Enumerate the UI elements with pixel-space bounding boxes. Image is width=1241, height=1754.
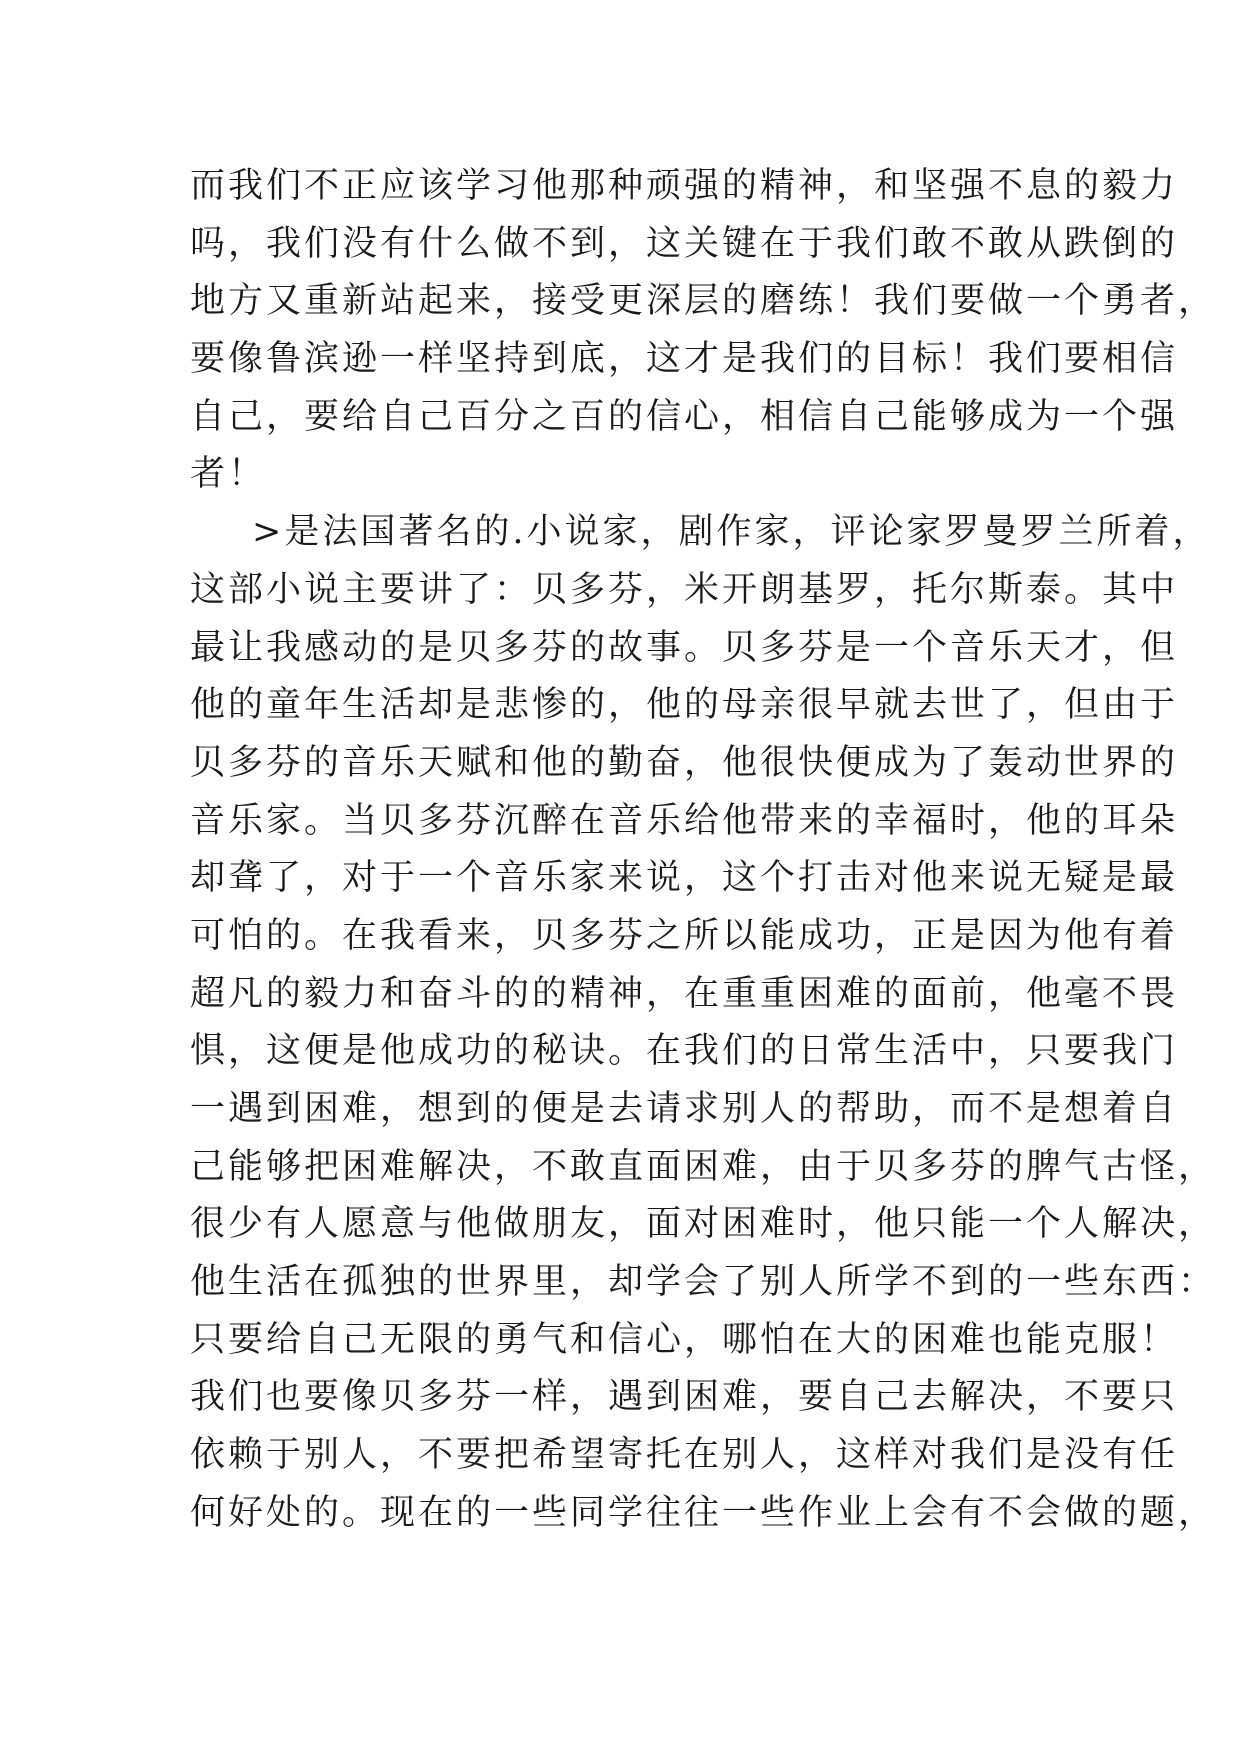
body-text xyxy=(190,158,1217,1543)
text-line: 地方又重新站起来，接受更深层的磨练！我们要做一个勇者， xyxy=(190,281,1217,322)
text-line: 音乐家。当贝多芬沉醉在音乐给他带来的幸福时，他的耳朵 xyxy=(190,800,1179,841)
text-line: 吗，我们没有什么做不到，这关键在于我们敢不敢从跌倒的 xyxy=(190,223,1179,264)
text-line: 可怕的。在我看来，贝多芬之所以能成功，正是因为他有着 xyxy=(190,915,1179,956)
text-line: 很少有人愿意与他做朋友，面对困难时，他只能一个人解决， xyxy=(190,1204,1217,1245)
text-line: 贝多芬的音乐天赋和他的勤奋，他很快便成为了轰动世界的 xyxy=(190,742,1179,783)
text-line: 他的童年生活却是悲惨的，他的母亲很早就去世了，但由于 xyxy=(190,685,1179,726)
text-line: 却聋了，对于一个音乐家来说，这个打击对他来说无疑是最 xyxy=(190,858,1179,899)
text-line: 他生活在孤独的世界里，却学会了别人所学不到的一些东西： xyxy=(190,1262,1217,1303)
text-line: 而我们不正应该学习他那种顽强的精神，和坚强不息的毅力 xyxy=(190,166,1179,206)
text-line: 者！ xyxy=(190,454,267,495)
text-line: 惧，这便是他成功的秘诀。在我们的日常生活中，只要我门 xyxy=(190,1031,1179,1072)
text-line: 己能够把困难解决，不敢直面困难，由于贝多芬的脾气古怪， xyxy=(190,1146,1217,1187)
text-line: 一遇到困难，想到的便是去请求别人的帮助，而不是想着自 xyxy=(190,1089,1179,1129)
text-line: 我们也要像贝多芬一样，遇到困难，要自己去解决，不要只 xyxy=(190,1377,1179,1418)
text-line: 超凡的毅力和奋斗的的精神，在重重困难的面前，他毫不畏 xyxy=(190,973,1179,1014)
text-line: 最让我感动的是贝多芬的故事。贝多芬是一个音乐天才，但 xyxy=(190,627,1179,668)
text-line: 依赖于别人，不要把希望寄托在别人，这样对我们是没有任 xyxy=(190,1435,1179,1476)
text-line: 何好处的。现在的一些同学往往一些作业上会有不会做的题， xyxy=(190,1492,1217,1533)
text-line: 要像鲁滨逊一样坚持到底，这才是我们的目标！我们要相信 xyxy=(190,339,1179,380)
paragraph-start-line: >是法国著名的.小说家，剧作家，评论家罗曼罗兰所着， xyxy=(252,512,1211,553)
text-line: 自己，要给自己百分之百的信心，相信自己能够成为一个强 xyxy=(190,396,1179,437)
text-line: 只要给自己无限的勇气和信心，哪怕在大的困难也能克服！ xyxy=(190,1319,1179,1360)
text-line: 这部小说主要讲了：贝多芬，米开朗基罗，托尔斯泰。其中 xyxy=(190,569,1179,610)
